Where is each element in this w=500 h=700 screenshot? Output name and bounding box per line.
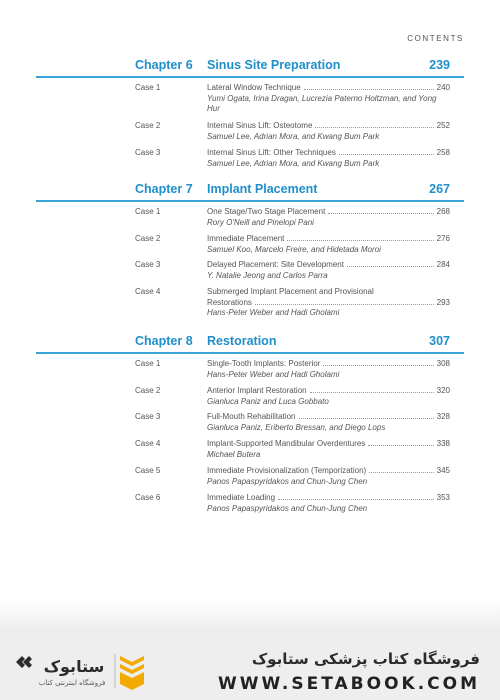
case-authors: Gianluca Paniz, Eriberto Bressan, and Diego Lops xyxy=(207,422,386,432)
chapter-page: 239 xyxy=(429,58,450,72)
chapter-heading xyxy=(36,58,464,78)
case-page: 252 xyxy=(436,121,450,130)
case-title-continued: Restorations xyxy=(207,297,252,307)
dot-leader xyxy=(255,298,434,305)
dot-leader xyxy=(368,439,433,446)
case-title: Internal Sinus Lift: Osteotome xyxy=(207,121,313,130)
case-title: Immediate Provisionalization (Temporization) xyxy=(207,466,367,475)
dot-leader xyxy=(323,359,433,366)
chapter-title: Restoration xyxy=(207,334,277,348)
case-title: Anterior Implant Restoration xyxy=(207,386,307,395)
case-page: 320 xyxy=(436,386,450,395)
shop-title: فروشگاه کتاب پزشکی ستابوک xyxy=(251,650,480,668)
chapter-heading xyxy=(36,182,464,202)
case-title: Implant-Supported Mandibular Overdentures xyxy=(207,439,366,448)
case-authors: Samuel Lee, Adrian Mora, and Kwang Bum Park xyxy=(207,131,380,141)
case-authors: Rory O'Neill and Pinelopi Pani xyxy=(207,217,314,227)
dot-leader xyxy=(299,412,434,419)
logo-wordmark: ستابوک xyxy=(43,657,105,676)
page-edge-fade xyxy=(0,600,500,630)
chapter-number: Chapter 7 xyxy=(135,182,193,196)
case-authors: Yumi Ogata, Irina Dragan, Lucrezia Paterno Holtzman, and Yong Hur xyxy=(207,93,437,113)
case-label: Case 2 xyxy=(135,386,161,395)
case-label: Case 6 xyxy=(135,493,161,502)
case-authors: Hans-Peter Weber and Hadi Gholami xyxy=(207,308,340,317)
case-title: Full-Mouth Rehabilitation xyxy=(207,412,296,421)
case-title: Single-Tooth Implants: Posterior xyxy=(207,359,321,368)
case-label: Case 5 xyxy=(135,466,161,475)
case-authors: Y. Natalie Jeong and Carlos Parra xyxy=(207,270,328,280)
case-label: Case 4 xyxy=(135,439,161,448)
case-authors: Panos Papaspyridakos and Chun-Jung Chen xyxy=(207,503,368,513)
case-page: 293 xyxy=(436,297,450,307)
case-label: Case 1 xyxy=(135,83,161,92)
case-page: 338 xyxy=(436,439,450,448)
chapter-number: Chapter 6 xyxy=(135,58,193,72)
dot-leader xyxy=(339,148,434,155)
case-page: 328 xyxy=(436,412,450,421)
case-label: Case 2 xyxy=(135,234,161,243)
case-authors: Samuel Lee, Adrian Mora, and Kwang Bum Park xyxy=(207,158,380,168)
dot-leader xyxy=(328,207,433,214)
case-page: 345 xyxy=(436,466,450,475)
case-authors: Hans-Peter Weber and Hadi Gholami xyxy=(207,369,340,379)
chapter-title: Sinus Site Preparation xyxy=(207,58,341,72)
chapter-page: 267 xyxy=(429,182,450,196)
case-title: Submerged Implant Placement and Provisional xyxy=(207,287,374,296)
case-title: Lateral Window Technique xyxy=(207,83,301,92)
dot-leader xyxy=(315,121,433,128)
case-label: Case 3 xyxy=(135,412,161,421)
case-page: 240 xyxy=(436,83,450,92)
chapter-heading xyxy=(36,334,464,354)
case-label: Case 4 xyxy=(135,287,161,296)
dot-leader xyxy=(369,466,433,473)
dot-leader xyxy=(287,234,433,241)
case-label: Case 1 xyxy=(135,359,161,368)
case-title: Immediate Loading xyxy=(207,493,276,502)
case-label: Case 2 xyxy=(135,121,161,130)
case-title: Internal Sinus Lift: Other Techniques xyxy=(207,148,336,157)
book-icon xyxy=(120,656,144,690)
case-title: Delayed Placement: Site Development xyxy=(207,260,344,269)
case-authors: Panos Papaspyridakos and Chun-Jung Chen xyxy=(207,476,368,486)
case-title: Immediate Placement xyxy=(207,234,285,243)
case-title: One Stage/Two Stage Placement xyxy=(207,207,326,216)
chapter-page: 307 xyxy=(429,334,450,348)
case-label: Case 3 xyxy=(135,260,161,269)
case-label: Case 1 xyxy=(135,207,161,216)
setabook-logo[interactable] xyxy=(12,650,152,692)
chapter-title: Implant Placement xyxy=(207,182,318,196)
case-page: 268 xyxy=(436,207,450,216)
dot-leader xyxy=(278,493,434,500)
case-authors: Michael Butera xyxy=(207,449,261,459)
dot-leader xyxy=(304,83,434,90)
case-label: Case 3 xyxy=(135,148,161,157)
chapter-6 xyxy=(36,58,464,168)
chapter-7 xyxy=(36,182,464,317)
running-head: CONTENTS xyxy=(407,34,464,43)
dot-leader xyxy=(347,260,434,267)
chapter-number: Chapter 8 xyxy=(135,334,193,348)
chapter-8 xyxy=(36,334,464,513)
case-page: 276 xyxy=(436,234,450,243)
case-page: 308 xyxy=(436,359,450,368)
case-page: 258 xyxy=(436,148,450,157)
case-page: 284 xyxy=(436,260,450,269)
case-page: 353 xyxy=(436,493,450,502)
shop-url[interactable]: WWW.SETABOOK.COM xyxy=(218,674,480,694)
dot-leader xyxy=(310,386,434,393)
logo-subtext: فروشگاه اینترنتی کتاب xyxy=(38,679,106,687)
case-authors: Samuel Koo, Marcelo Freire, and Hidetada Moroi xyxy=(207,244,381,254)
case-authors: Gianluca Paniz and Luca Gobbato xyxy=(207,396,329,406)
